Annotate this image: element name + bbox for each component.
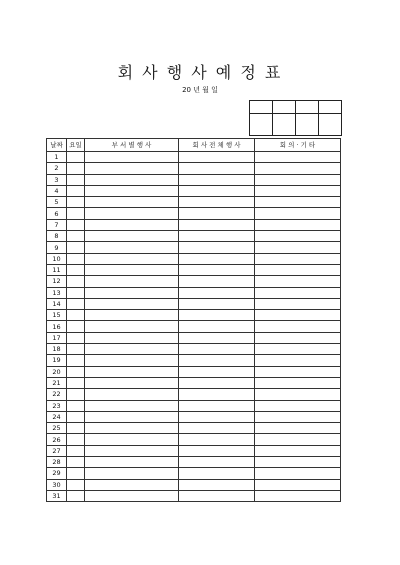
- department-event-cell[interactable]: [85, 400, 179, 411]
- table-row: [47, 174, 341, 185]
- department-event-cell[interactable]: [85, 445, 179, 456]
- weekday-cell[interactable]: [67, 253, 85, 264]
- weekday-cell[interactable]: [67, 400, 85, 411]
- company-event-cell[interactable]: [179, 389, 255, 400]
- weekday-cell[interactable]: [67, 174, 85, 185]
- meeting-cell[interactable]: [255, 490, 341, 501]
- day-cell: 28: [47, 457, 67, 468]
- department-event-cell[interactable]: [85, 389, 179, 400]
- department-event-cell[interactable]: [85, 152, 179, 163]
- table-row: [47, 457, 341, 468]
- weekday-cell[interactable]: [67, 389, 85, 400]
- day-cell: 6: [47, 208, 67, 219]
- date-line: 20 년 월 일: [182, 86, 218, 94]
- table-row: [47, 287, 341, 298]
- meeting-cell[interactable]: [255, 298, 341, 309]
- meeting-cell[interactable]: [255, 264, 341, 275]
- meeting-cell[interactable]: [255, 310, 341, 321]
- department-event-cell[interactable]: [85, 185, 179, 196]
- weekday-cell[interactable]: [67, 434, 85, 445]
- company-event-cell[interactable]: [179, 185, 255, 196]
- department-event-cell[interactable]: [85, 174, 179, 185]
- document-title: 회 사 행 사 예 정 표: [117, 63, 283, 82]
- weekday-cell[interactable]: [67, 185, 85, 196]
- company-event-cell[interactable]: [179, 355, 255, 366]
- table-row: [47, 332, 341, 343]
- weekday-cell[interactable]: [67, 231, 85, 242]
- department-event-cell[interactable]: [85, 197, 179, 208]
- weekday-cell[interactable]: [67, 366, 85, 377]
- day-cell: 19: [47, 355, 67, 366]
- meeting-cell[interactable]: [255, 366, 341, 377]
- weekday-cell[interactable]: [67, 276, 85, 287]
- weekday-cell[interactable]: [67, 411, 85, 422]
- weekday-cell[interactable]: [67, 163, 85, 174]
- company-event-cell[interactable]: [179, 298, 255, 309]
- meetings-other-column-header: 회 의 · 기 타: [255, 139, 341, 152]
- table-row: [47, 310, 341, 321]
- table-row: [47, 389, 341, 400]
- company-event-cell[interactable]: [179, 344, 255, 355]
- meeting-cell[interactable]: [255, 219, 341, 230]
- day-cell: 17: [47, 332, 67, 343]
- weekday-cell[interactable]: [67, 197, 85, 208]
- table-row: [47, 219, 341, 230]
- table-row: [47, 264, 341, 275]
- department-event-cell[interactable]: [85, 276, 179, 287]
- table-row: [47, 400, 341, 411]
- weekday-cell[interactable]: [67, 344, 85, 355]
- meeting-cell[interactable]: [255, 445, 341, 456]
- department-event-cell[interactable]: [85, 479, 179, 490]
- meeting-cell[interactable]: [255, 231, 341, 242]
- table-row: [47, 208, 341, 219]
- department-event-cell[interactable]: [85, 332, 179, 343]
- company-events-column-header: 회 사 전 체 행 사: [179, 139, 255, 152]
- company-event-cell[interactable]: [179, 197, 255, 208]
- meeting-cell[interactable]: [255, 152, 341, 163]
- day-cell: 22: [47, 389, 67, 400]
- company-event-cell[interactable]: [179, 468, 255, 479]
- company-event-cell[interactable]: [179, 163, 255, 174]
- company-event-cell[interactable]: [179, 208, 255, 219]
- day-cell: 8: [47, 231, 67, 242]
- day-cell: 15: [47, 310, 67, 321]
- day-cell: 26: [47, 434, 67, 445]
- table-row: [47, 253, 341, 264]
- day-cell: 27: [47, 445, 67, 456]
- weekday-cell[interactable]: [67, 219, 85, 230]
- table-header-row: [47, 139, 341, 152]
- day-cell: 7: [47, 219, 67, 230]
- table-row: [47, 377, 341, 388]
- day-cell: 3: [47, 174, 67, 185]
- company-event-cell[interactable]: [179, 423, 255, 434]
- meeting-cell[interactable]: [255, 423, 341, 434]
- weekday-cell[interactable]: [67, 242, 85, 253]
- day-cell: 21: [47, 377, 67, 388]
- meeting-cell[interactable]: [255, 468, 341, 479]
- weekday-cell[interactable]: [67, 468, 85, 479]
- table-row: [47, 231, 341, 242]
- weekday-cell[interactable]: [67, 298, 85, 309]
- weekday-cell[interactable]: [67, 490, 85, 501]
- department-event-cell[interactable]: [85, 231, 179, 242]
- meeting-cell[interactable]: [255, 457, 341, 468]
- department-event-cell[interactable]: [85, 457, 179, 468]
- day-cell: 18: [47, 344, 67, 355]
- department-event-cell[interactable]: [85, 468, 179, 479]
- day-cell: 12: [47, 276, 67, 287]
- day-cell: 9: [47, 242, 67, 253]
- weekday-cell[interactable]: [67, 287, 85, 298]
- schedule-table: [46, 138, 341, 502]
- table-row: [47, 152, 341, 163]
- approval-header-cell[interactable]: [273, 101, 296, 114]
- meeting-cell[interactable]: [255, 163, 341, 174]
- table-row: [47, 185, 341, 196]
- company-event-cell[interactable]: [179, 434, 255, 445]
- company-event-cell[interactable]: [179, 490, 255, 501]
- table-row: [47, 479, 341, 490]
- table-row: [47, 276, 341, 287]
- weekday-cell[interactable]: [67, 377, 85, 388]
- company-event-cell[interactable]: [179, 310, 255, 321]
- weekday-cell[interactable]: [67, 479, 85, 490]
- meeting-cell[interactable]: [255, 434, 341, 445]
- approval-sign-cell[interactable]: [250, 114, 273, 136]
- approval-sign-cell[interactable]: [319, 114, 342, 136]
- company-event-cell[interactable]: [179, 219, 255, 230]
- company-event-cell[interactable]: [179, 287, 255, 298]
- day-cell: 10: [47, 253, 67, 264]
- table-row: [47, 490, 341, 501]
- meeting-cell[interactable]: [255, 185, 341, 196]
- day-cell: 4: [47, 185, 67, 196]
- day-cell: 5: [47, 197, 67, 208]
- weekday-cell[interactable]: [67, 208, 85, 219]
- day-cell: 30: [47, 479, 67, 490]
- company-event-cell[interactable]: [179, 242, 255, 253]
- department-event-cell[interactable]: [85, 321, 179, 332]
- meeting-cell[interactable]: [255, 208, 341, 219]
- table-row: [47, 423, 341, 434]
- meeting-cell[interactable]: [255, 389, 341, 400]
- company-event-cell[interactable]: [179, 332, 255, 343]
- day-cell: 13: [47, 287, 67, 298]
- department-event-cell[interactable]: [85, 344, 179, 355]
- department-event-cell[interactable]: [85, 434, 179, 445]
- department-event-cell[interactable]: [85, 411, 179, 422]
- company-event-cell[interactable]: [179, 400, 255, 411]
- company-event-cell[interactable]: [179, 174, 255, 185]
- department-event-cell[interactable]: [85, 490, 179, 501]
- weekday-cell[interactable]: [67, 445, 85, 456]
- table-row: [47, 355, 341, 366]
- company-event-cell[interactable]: [179, 457, 255, 468]
- department-event-cell[interactable]: [85, 366, 179, 377]
- meeting-cell[interactable]: [255, 355, 341, 366]
- approval-header-cell[interactable]: [296, 101, 319, 114]
- table-row: [47, 445, 341, 456]
- department-event-cell[interactable]: [85, 242, 179, 253]
- table-row: [47, 366, 341, 377]
- company-event-cell[interactable]: [179, 411, 255, 422]
- approval-sign-cell[interactable]: [273, 114, 296, 136]
- weekday-cell[interactable]: [67, 152, 85, 163]
- meeting-cell[interactable]: [255, 287, 341, 298]
- meeting-cell[interactable]: [255, 344, 341, 355]
- meeting-cell[interactable]: [255, 174, 341, 185]
- weekday-cell[interactable]: [67, 355, 85, 366]
- meeting-cell[interactable]: [255, 377, 341, 388]
- department-event-cell[interactable]: [85, 287, 179, 298]
- day-cell: 31: [47, 490, 67, 501]
- company-event-cell[interactable]: [179, 276, 255, 287]
- weekday-cell[interactable]: [67, 264, 85, 275]
- company-event-cell[interactable]: [179, 253, 255, 264]
- company-event-cell[interactable]: [179, 321, 255, 332]
- weekday-column-header: 요일: [67, 139, 85, 152]
- department-event-cell[interactable]: [85, 163, 179, 174]
- meeting-cell[interactable]: [255, 400, 341, 411]
- company-event-cell[interactable]: [179, 264, 255, 275]
- department-event-cell[interactable]: [85, 298, 179, 309]
- meeting-cell[interactable]: [255, 321, 341, 332]
- meeting-cell[interactable]: [255, 197, 341, 208]
- table-row: [47, 298, 341, 309]
- day-cell: 23: [47, 400, 67, 411]
- company-event-cell[interactable]: [179, 445, 255, 456]
- department-events-column-header: 부 서 별 행 사: [85, 139, 179, 152]
- date-column-header: 날짜: [47, 139, 67, 152]
- weekday-cell[interactable]: [67, 457, 85, 468]
- weekday-cell[interactable]: [67, 321, 85, 332]
- table-row: [47, 434, 341, 445]
- department-event-cell[interactable]: [85, 423, 179, 434]
- department-event-cell[interactable]: [85, 264, 179, 275]
- department-event-cell[interactable]: [85, 219, 179, 230]
- meeting-cell[interactable]: [255, 332, 341, 343]
- weekday-cell[interactable]: [67, 310, 85, 321]
- company-event-cell[interactable]: [179, 377, 255, 388]
- meeting-cell[interactable]: [255, 276, 341, 287]
- company-event-cell[interactable]: [179, 366, 255, 377]
- table-row: [47, 197, 341, 208]
- day-cell: 25: [47, 423, 67, 434]
- weekday-cell[interactable]: [67, 332, 85, 343]
- company-event-cell[interactable]: [179, 152, 255, 163]
- meeting-cell[interactable]: [255, 411, 341, 422]
- approval-box: [249, 100, 342, 136]
- day-cell: 24: [47, 411, 67, 422]
- department-event-cell[interactable]: [85, 310, 179, 321]
- department-event-cell[interactable]: [85, 208, 179, 219]
- table-row: [47, 344, 341, 355]
- day-cell: 29: [47, 468, 67, 479]
- meeting-cell[interactable]: [255, 242, 341, 253]
- department-event-cell[interactable]: [85, 355, 179, 366]
- department-event-cell[interactable]: [85, 253, 179, 264]
- day-cell: 1: [47, 152, 67, 163]
- table-row: [47, 242, 341, 253]
- table-row: [47, 411, 341, 422]
- company-event-cell[interactable]: [179, 231, 255, 242]
- table-row: [47, 321, 341, 332]
- table-row: [47, 468, 341, 479]
- meeting-cell[interactable]: [255, 253, 341, 264]
- approval-sign-cell[interactable]: [296, 114, 319, 136]
- company-event-cell[interactable]: [179, 479, 255, 490]
- day-cell: 2: [47, 163, 67, 174]
- day-cell: 16: [47, 321, 67, 332]
- meeting-cell[interactable]: [255, 479, 341, 490]
- approval-header-cell[interactable]: [319, 101, 342, 114]
- approval-header-cell[interactable]: [250, 101, 273, 114]
- weekday-cell[interactable]: [67, 423, 85, 434]
- day-cell: 20: [47, 366, 67, 377]
- day-cell: 14: [47, 298, 67, 309]
- department-event-cell[interactable]: [85, 377, 179, 388]
- table-row: [47, 163, 341, 174]
- day-cell: 11: [47, 264, 67, 275]
